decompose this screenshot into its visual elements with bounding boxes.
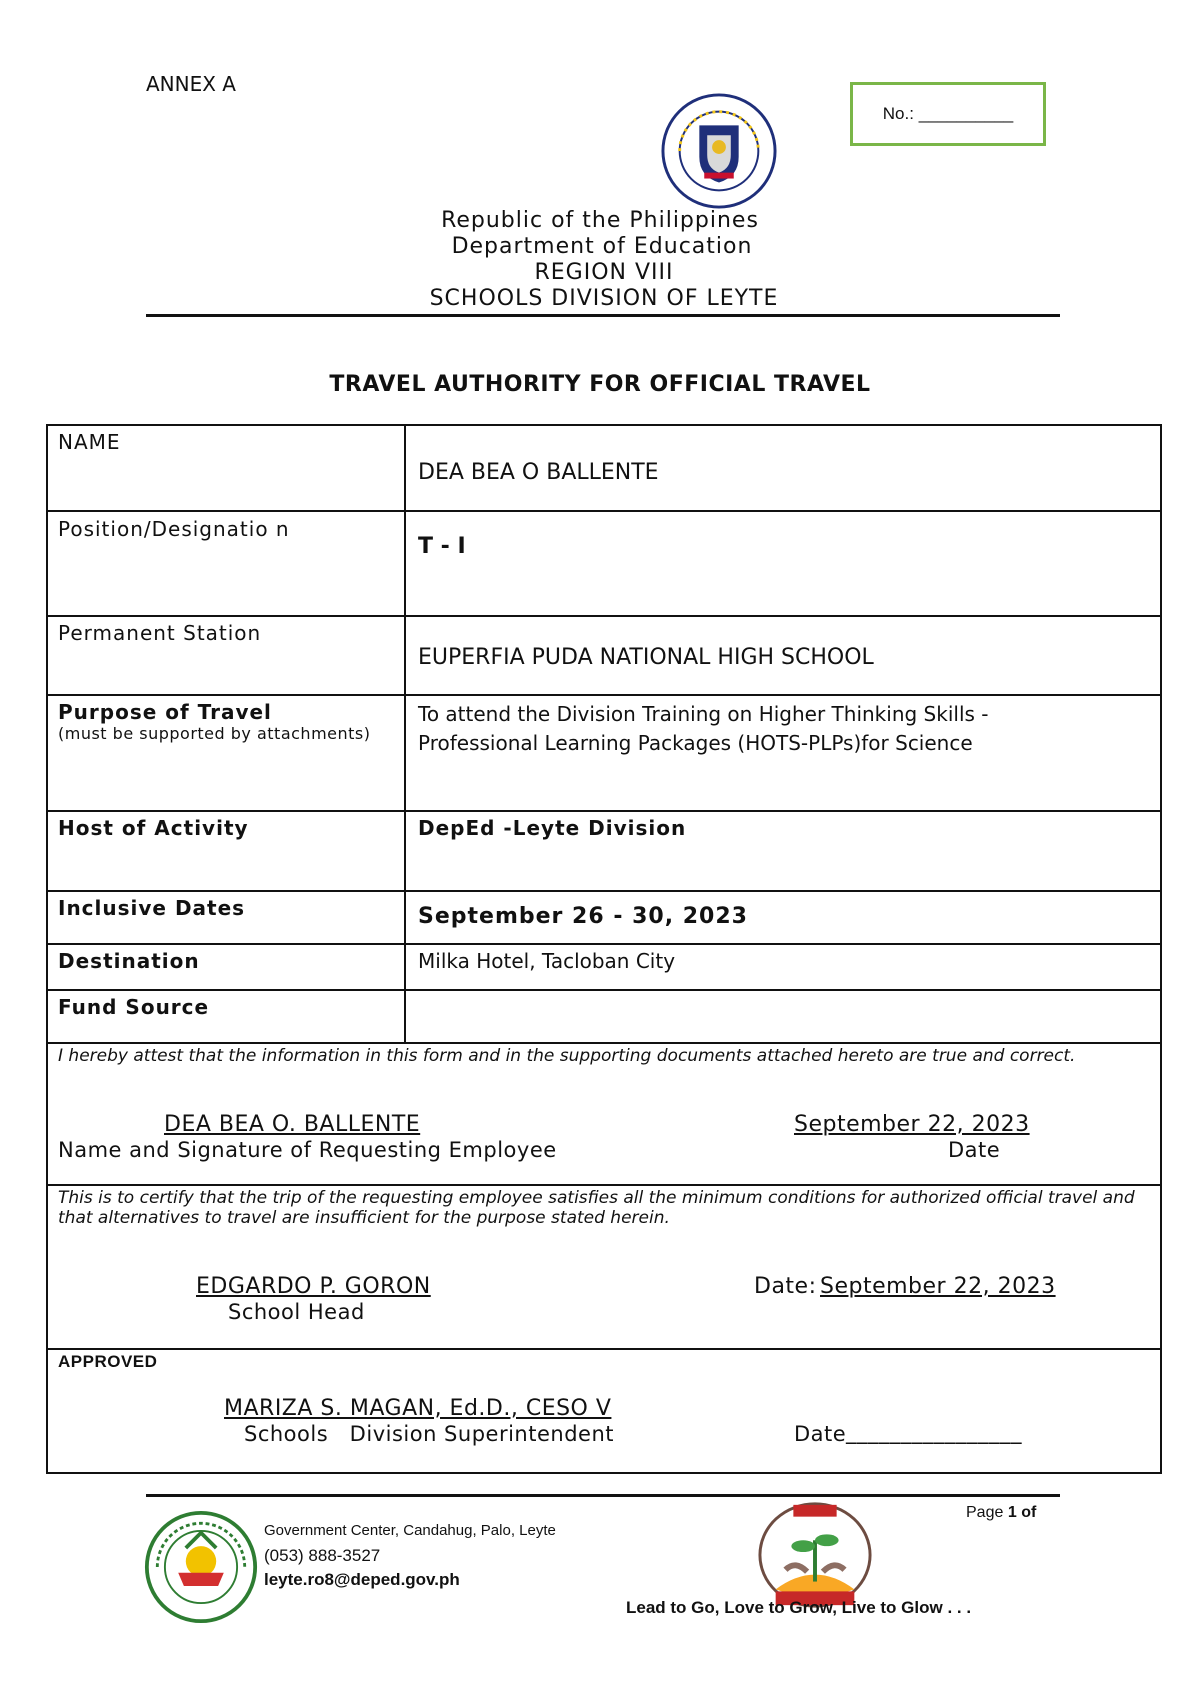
position-label: Position/Designatio n <box>48 512 406 615</box>
name-row <box>48 426 1160 512</box>
employee-date-caption: Date <box>948 1138 1001 1162</box>
employee-date: September 22, 2023 <box>794 1112 1030 1137</box>
header-region: REGION VIII <box>534 260 674 285</box>
school-head-name: EDGARDO P. GORON <box>196 1274 431 1299</box>
purpose-value: To attend the Division Training on Higher Thinking Skills - Professional Learning Packages (HOTS-PLPs)for Science <box>418 702 989 755</box>
dates-label: Inclusive Dates <box>48 892 406 943</box>
certification-section <box>48 1186 1160 1350</box>
deped-seal-icon <box>660 92 778 210</box>
footer-address: Government Center, Candahug, Palo, Leyte <box>264 1522 556 1539</box>
travel-authority-form <box>46 424 1162 1474</box>
attestation-section <box>48 1044 1160 1186</box>
division-logo-icon <box>144 1510 258 1624</box>
page-number <box>966 1504 1036 1522</box>
purpose-label: Purpose of Travel <box>58 700 272 724</box>
footer-phone: (053) 888-3527 <box>264 1546 381 1565</box>
position-value: T - I <box>418 534 466 559</box>
station-label: Permanent Station <box>48 617 406 694</box>
host-value: DepEd -Leyte Division <box>418 816 687 840</box>
fund-value <box>406 991 1160 1042</box>
header-republic: Republic of the Philippines <box>441 208 759 233</box>
document-title: TRAVEL AUTHORITY FOR OFFICIAL TRAVEL <box>329 372 871 397</box>
annex-label: ANNEX A <box>146 72 236 96</box>
superintendent-name: MARIZA S. MAGAN, Ed.D., CESO V <box>224 1396 612 1421</box>
number-blank: __________ <box>918 104 1014 123</box>
destination-value: Milka Hotel, Tacloban City <box>418 949 676 973</box>
school-head-title: School Head <box>228 1300 365 1324</box>
fund-label: Fund Source <box>48 991 406 1042</box>
employee-name: DEA BEA O. BALLENTE <box>164 1112 421 1137</box>
footer-tagline: Lead to Go, Love to Grow, Live to Glow . . . <box>626 1598 972 1617</box>
approval-date-label: Date <box>794 1422 847 1446</box>
purpose-cell <box>48 696 406 810</box>
document-number-box <box>850 82 1046 146</box>
footer-divider <box>146 1494 1060 1497</box>
station-row <box>48 617 1160 696</box>
host-row <box>48 812 1160 892</box>
certify-date-label: Date: <box>754 1274 817 1299</box>
purpose-note: (must be supported by attachments) <box>58 724 371 743</box>
fund-row <box>48 991 1160 1044</box>
approval-date-blank: ________________ <box>846 1420 1022 1444</box>
host-label: Host of Activity <box>48 812 406 890</box>
purpose-row <box>48 696 1160 812</box>
name-label: NAME <box>48 426 406 510</box>
station-value: EUPERFIA PUDA NATIONAL HIGH SCHOOL <box>418 645 874 670</box>
destination-row <box>48 945 1160 991</box>
position-row <box>48 512 1160 617</box>
certify-statement: This is to certify that the trip of the requesting employee satisfies all the minimum conditions for authorized official travel and that alternatives to travel are insufficient for the purpose stated herein. <box>58 1188 1135 1228</box>
certify-date: September 22, 2023 <box>820 1274 1056 1299</box>
destination-label: Destination <box>48 945 406 989</box>
seeding-logo-icon <box>756 1500 874 1610</box>
header-division: SCHOOLS DIVISION OF LEYTE <box>429 286 779 311</box>
page-current: 1 <box>1007 1504 1017 1521</box>
number-label: No.: <box>882 104 914 123</box>
header-divider <box>146 314 1060 317</box>
approved-label: APPROVED <box>58 1352 158 1371</box>
dates-row <box>48 892 1160 945</box>
page-label: Page <box>966 1504 1004 1521</box>
attest-statement: I hereby attest that the information in this form and in the supporting documents attached hereto are true and correct. <box>58 1046 1076 1066</box>
employee-caption: Name and Signature of Requesting Employee <box>58 1138 557 1162</box>
header-department: Department of Education <box>451 234 753 259</box>
superintendent-title: Schools Division Superintendent <box>244 1422 614 1446</box>
page-of: of <box>1021 1504 1037 1521</box>
name-value: DEA BEA O BALLENTE <box>418 460 659 485</box>
approval-section <box>48 1350 1160 1472</box>
footer-email: leyte.ro8@deped.gov.ph <box>264 1570 460 1589</box>
dates-value: September 26 - 30, 2023 <box>418 904 748 929</box>
